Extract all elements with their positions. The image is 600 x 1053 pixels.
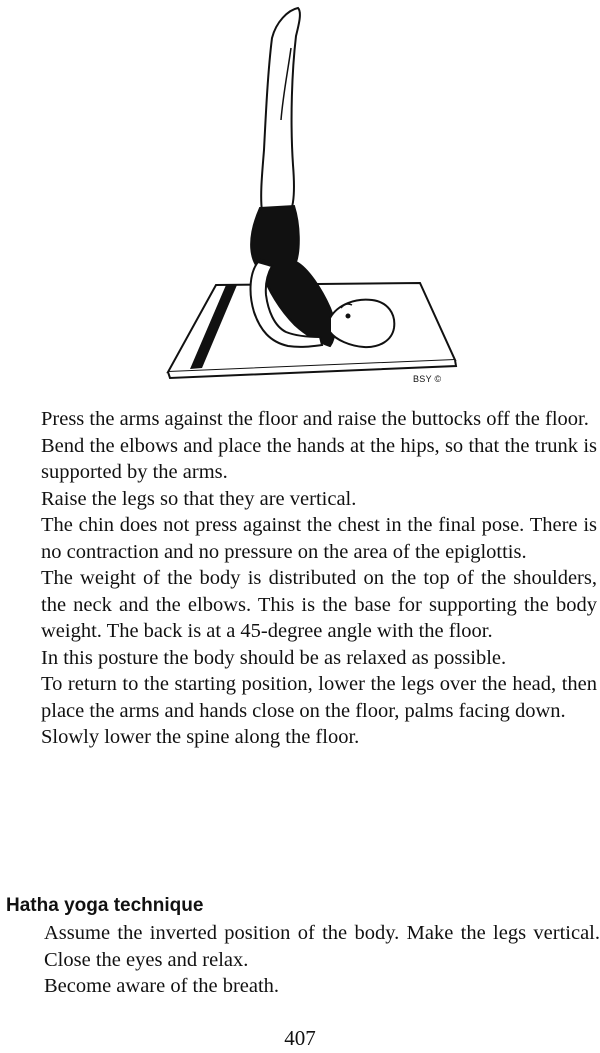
technique-paragraph: Assume the inverted position of the body. Make the legs vertical. Close the eyes and relax. bbox=[44, 922, 600, 971]
legs bbox=[261, 8, 300, 212]
instruction-paragraph: Slowly lower the spine along the floor. bbox=[41, 726, 360, 748]
page-number: 407 bbox=[284, 1026, 316, 1050]
section-heading: Hatha yoga technique bbox=[6, 895, 204, 916]
head bbox=[330, 300, 394, 347]
instruction-paragraph: Bend the elbows and place the hands at the hips, so that the trunk is supported by the arms. bbox=[41, 434, 597, 483]
instruction-paragraph: In this posture the body should be as relaxed as possible. bbox=[41, 646, 507, 669]
instruction-paragraph: The chin does not press against the chest in the final pose. There is no contraction and no pressure on the area of the epiglottis. bbox=[41, 514, 597, 563]
instruction-paragraph: Raise the legs so that they are vertical. bbox=[41, 487, 357, 510]
instructions bbox=[41, 406, 597, 751]
instruction-paragraph: Press the arms against the floor and raise the buttocks off the floor. bbox=[41, 408, 589, 430]
hatha-technique bbox=[44, 920, 600, 1000]
shoulder-stand-illustration bbox=[150, 0, 460, 395]
technique-paragraph: Become aware of the breath. bbox=[44, 975, 280, 997]
instruction-paragraph: The weight of the body is distributed on the top of the shoulders, the neck and the elbows. This is the base for supporting the body weight. The back is at a 45-degree angle with the floor. bbox=[41, 567, 597, 642]
illustration-credit: BSY © bbox=[413, 374, 442, 384]
instruction-paragraph: To return to the starting position, lower the legs over the head, then place the arms and hands close on the floor, palms facing down. bbox=[41, 673, 597, 722]
